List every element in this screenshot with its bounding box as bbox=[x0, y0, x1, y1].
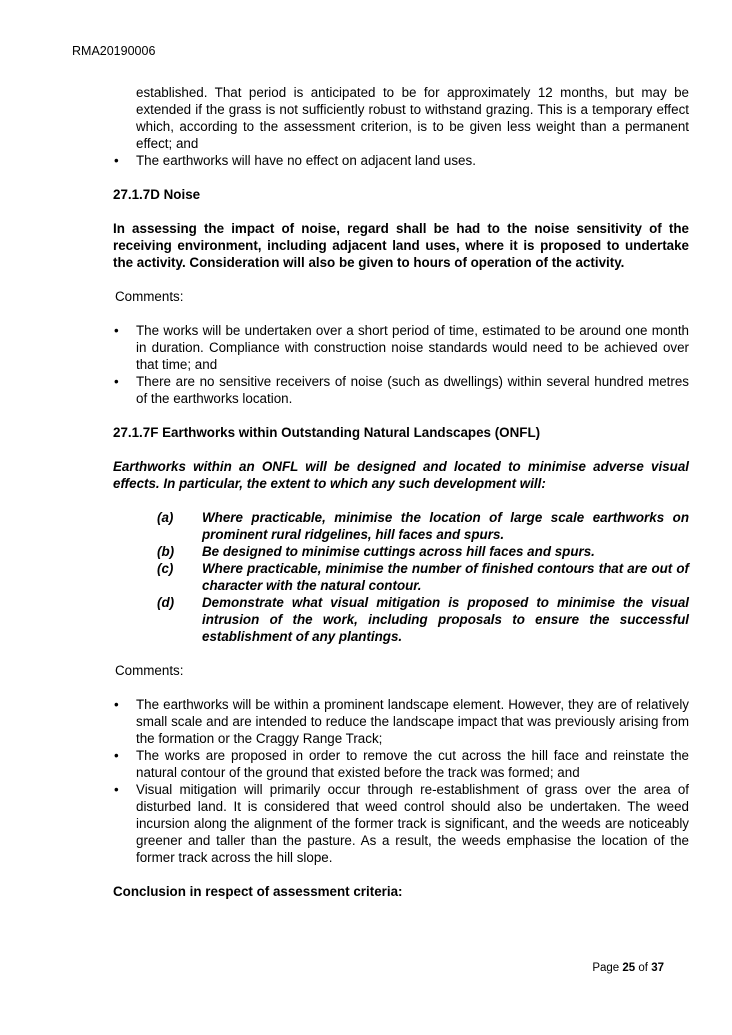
document-reference: RMA20190006 bbox=[72, 44, 156, 58]
page-word: Page bbox=[592, 962, 620, 974]
clause-label: (b) bbox=[157, 544, 175, 559]
onfl-clause-list bbox=[113, 509, 689, 645]
noise-bullet-list bbox=[113, 322, 689, 407]
noise-criterion: In assessing the impact of noise, regard shall be had to the noise sensitivity of the receiving environment, including adjacent land uses, where it is proposed to undertake the activity. Consideration will also be given to hours of operation of the activity. bbox=[113, 221, 689, 270]
list-item: • The works will be undertaken over a short period of time, estimated to be around one month in duration. Compliance with construction noise standards would need to be achieved over that time; and bbox=[113, 322, 689, 373]
list-item: • The earthworks will have no effect on adjacent land uses. bbox=[113, 152, 689, 169]
of-word: of bbox=[638, 962, 648, 974]
clause-item bbox=[157, 543, 689, 560]
list-item: • The earthworks will be within a prominent landscape element. However, they are of relatively small scale and are intended to reduce the landscape impact that was previously arising from the formation or the Craggy Range Track; bbox=[113, 696, 689, 747]
clause-text: Where practicable, minimise the number of finished contours that are out of character with the natural contour. bbox=[202, 561, 689, 593]
page-body bbox=[113, 84, 689, 900]
total-pages: 37 bbox=[651, 962, 664, 974]
clause-label: (c) bbox=[157, 561, 174, 576]
onfl-comments-label: Comments: bbox=[115, 663, 184, 678]
page-footer bbox=[592, 962, 664, 974]
clause-text: Be designed to minimise cuttings across hill faces and spurs. bbox=[202, 544, 595, 559]
clause-label: (a) bbox=[157, 510, 174, 525]
clause-item bbox=[157, 509, 689, 543]
intro-bullet-list bbox=[113, 152, 689, 169]
noise-heading: 27.1.7D Noise bbox=[113, 187, 201, 202]
clause-text: Demonstrate what visual mitigation is proposed to minimise the visual intrusion of the work, including proposals to ensure the successful establishment of any plantings. bbox=[202, 595, 689, 644]
page-number: 25 bbox=[622, 962, 636, 974]
onfl-heading: 27.1.7F Earthworks within Outstanding Natural Landscapes (ONFL) bbox=[113, 425, 541, 440]
list-item: • Visual mitigation will primarily occur through re-establishment of grass over the area of disturbed land. It is considered that weed control should also be undertaken. The weed incursion along the alignment of the former track is significant, and the weeds are noticeably greener and taller than the pasture. As a result, the weeds emphasise the location of the former track across the hill slope. bbox=[113, 781, 689, 866]
conclusion-heading: Conclusion in respect of assessment criteria: bbox=[113, 884, 403, 899]
list-item: • There are no sensitive receivers of noise (such as dwellings) within several hundred metres of the earthworks location. bbox=[113, 373, 689, 407]
noise-comments-label: Comments: bbox=[115, 289, 184, 304]
clause-item bbox=[157, 560, 689, 594]
onfl-criterion: Earthworks within an ONFL will be designed and located to minimise adverse visual effects. In particular, the extent to which any such development will: bbox=[113, 459, 689, 491]
onfl-bullet-list bbox=[113, 696, 689, 866]
clause-label: (d) bbox=[157, 595, 175, 610]
list-item: • The works are proposed in order to remove the cut across the hill face and reinstate the natural contour of the ground that existed before the track was formed; and bbox=[113, 747, 689, 781]
clause-text: Where practicable, minimise the location of large scale earthworks on prominent rural ridgelines, hill faces and spurs. bbox=[202, 510, 689, 542]
clause-item bbox=[157, 594, 689, 645]
continued-paragraph: established. That period is anticipated to be for approximately 12 months, but may be extended if the grass is not sufficiently robust to withstand grazing. This is a temporary effect which, according to the assessment criterion, is to be given less weight than a permanent effect; and bbox=[136, 85, 689, 151]
